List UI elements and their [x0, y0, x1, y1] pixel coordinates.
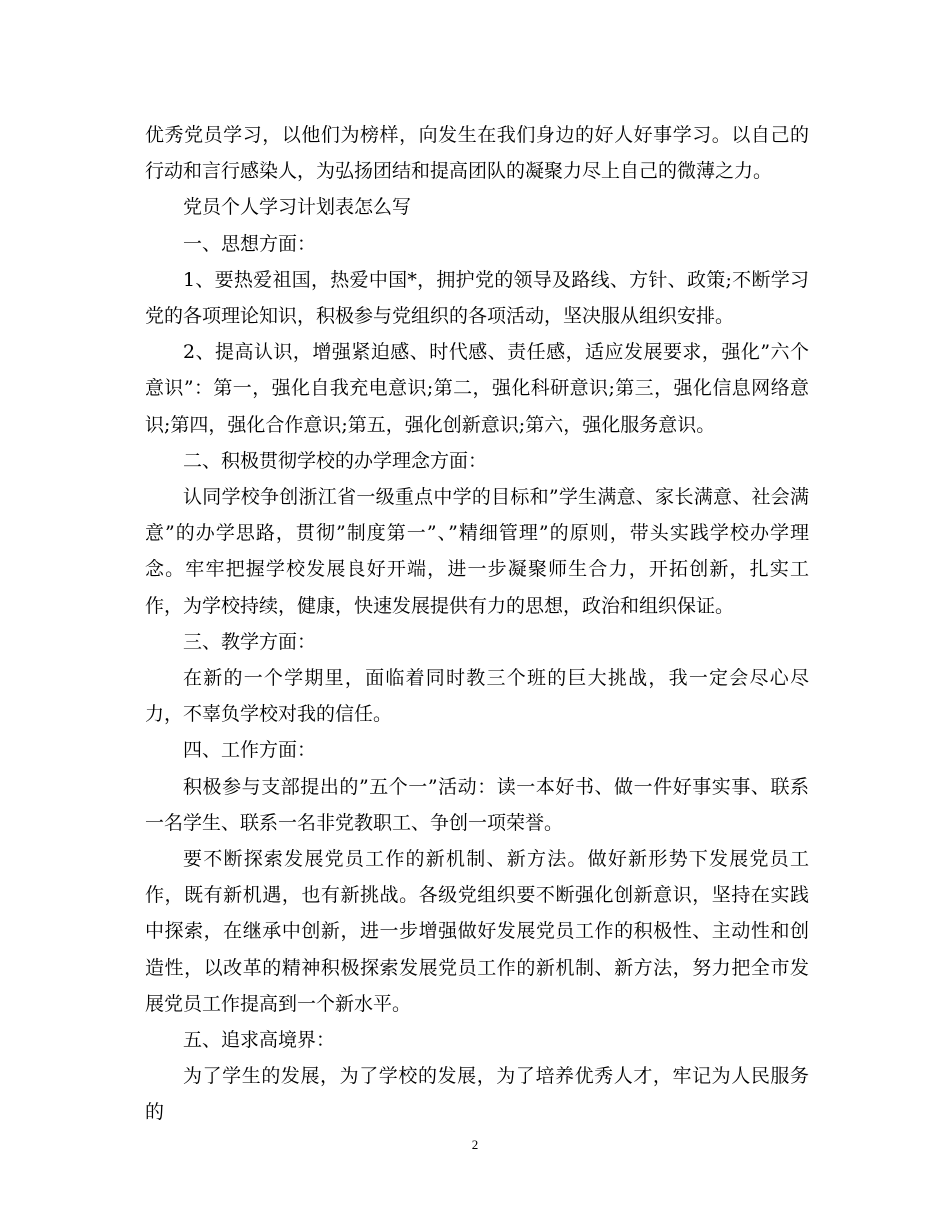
- heading-school-philosophy: 二、积极贯彻学校的办学理念方面：: [183, 449, 488, 472]
- heading-thought: 一、思想方面：: [183, 232, 317, 255]
- document-body: [145, 117, 809, 1131]
- paragraph-high-realm: 为了学生的发展，为了学校的发展，为了培养优秀人才，牢记为人民服务的: [145, 1065, 809, 1124]
- paragraph-continuation: 优秀党员学习，以他们为榜样，向发生在我们身边的好人好事学习。以自己的行动和言行感染人，为弘扬团结和提高团队的凝聚力尽上自己的微薄之力。: [145, 124, 809, 183]
- paragraph-work-activities: 积极参与支部提出的”五个一”活动：读一本好书、做一件好事实事、联系一名学生、联系一名非党教职工、争创一项荣誉。: [145, 775, 809, 834]
- heading-teaching: 三、教学方面：: [183, 630, 317, 653]
- paragraph-item-1: 1、要热爱祖国，热爱中国*，拥护党的领导及路线、方针、政策;不断学习党的各项理论知识，积极参与党组织的各项活动，坚决服从组织安排。: [145, 268, 809, 328]
- paragraph-work-mechanism: 要不断探索发展党员工作的新机制、新方法。做好新形势下发展党员工作，既有新机遇，也有新挑战。各级党组织要不断强化创新意识，坚持在实践中探索，在继承中创新，进一步增强做好发展党员工作的积极性、主动性和创造性，以改革的精神积极探索发展党员工作的新机制、新方法，努力把全市发展党员工作提高到一个新水平。: [145, 848, 809, 1015]
- paragraph-teaching: 在新的一个学期里，面临着同时教三个班的巨大挑战，我一定会尽心尽力，不辜负学校对我的信任。: [145, 667, 809, 726]
- page-number: 2: [471, 1137, 479, 1152]
- heading-work: 四、工作方面：: [183, 739, 317, 762]
- heading-high-realm: 五、追求高境界：: [183, 1029, 336, 1052]
- paragraph-school-philosophy: 认同学校争创浙江省一级重点中学的目标和”学生满意、家长满意、社会满意”的办学思路，贯彻”制度第一”、”精细管理”的原则，带头实践学校办学理念。牢牢把握学校发展良好开端，进一步凝聚师生合力，开拓创新，扎实工作，为学校持续，健康，快速发展提供有力的思想，政治和组织保证。: [145, 486, 809, 617]
- paragraph-item-2: 2、提高认识，增强紧迫感、时代感、责任感，适应发展要求，强化”六个意识”：第一，强化自我充电意识;第二，强化科研意识;第三，强化信息网络意识;第四，强化合作意识;第五，强化创新意识;第六，强化服务意识。: [145, 341, 809, 436]
- section-title: 党员个人学习计划表怎么写: [183, 196, 412, 219]
